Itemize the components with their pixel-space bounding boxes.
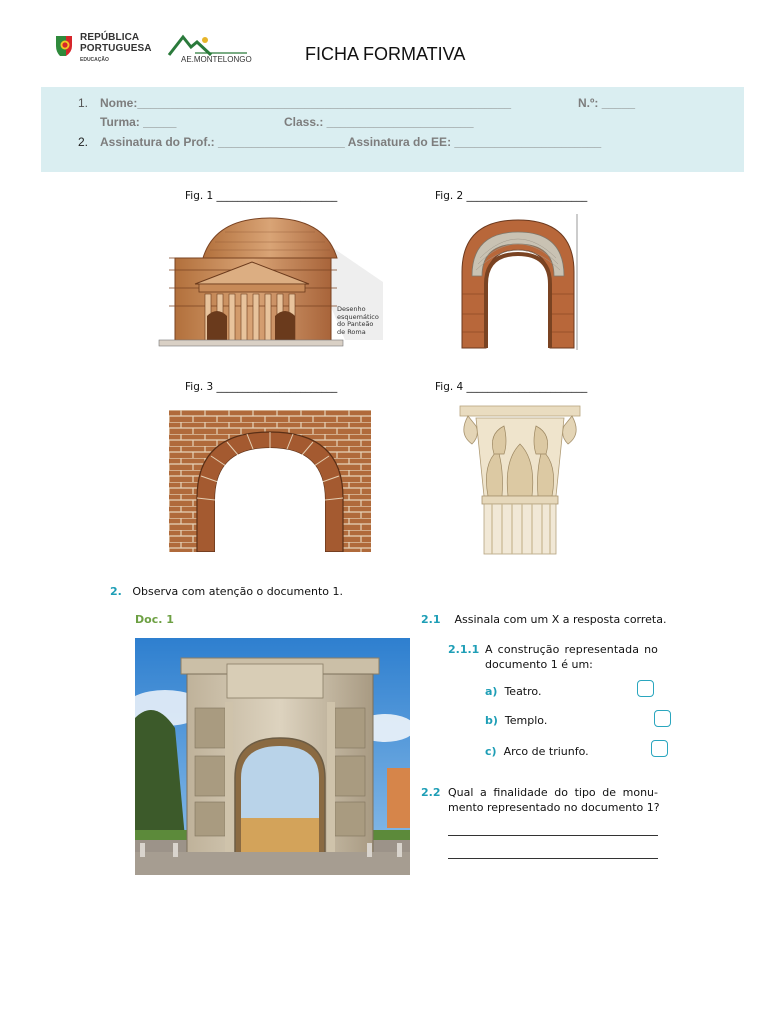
question-2	[110, 585, 343, 598]
option-c-label: Arco de triunfo.	[503, 745, 589, 758]
question-2-1-1-text-line1: A construção representada no	[485, 643, 658, 656]
pantheon-note: Desenho esquemático do Panteão de Roma	[337, 305, 379, 336]
republica-emblem-icon	[54, 34, 74, 58]
option-a	[485, 685, 541, 698]
question-2-1-text: Assinala com um X a resposta correta.	[454, 613, 667, 626]
class-field[interactable]: Turma: _____	[100, 115, 177, 129]
option-b-checkbox[interactable]	[654, 710, 671, 727]
fig4-caption[interactable]: Fig. 4 _______________________	[435, 381, 588, 393]
option-c-checkbox[interactable]	[651, 740, 668, 757]
option-a-letter: a)	[485, 685, 498, 698]
option-b-label: Templo.	[504, 714, 548, 727]
page-title: FICHA FORMATIVA	[305, 44, 466, 64]
option-a-label: Teatro.	[504, 685, 542, 698]
option-c	[485, 745, 589, 758]
answer-line-2[interactable]	[448, 858, 658, 859]
arch-of-trajan-photo	[135, 638, 410, 875]
question-2-2-number: 2.2	[421, 786, 441, 799]
name-field[interactable]: Nome:________________________________________________________	[100, 96, 512, 110]
school-logo-text: AE.MONTELONGO	[181, 55, 252, 64]
option-c-letter: c)	[485, 745, 497, 758]
fig2-caption[interactable]: Fig. 2 _______________________	[435, 190, 588, 202]
vault-drawing	[458, 214, 580, 352]
republica-portuguesa-logo	[54, 32, 154, 66]
brick-arch-drawing	[169, 410, 371, 552]
fig1-caption[interactable]: Fig. 1 _______________________	[185, 190, 338, 202]
question-2-2-text-line1: Qual a finalidade do tipo de monu-	[448, 786, 658, 799]
student-number-field[interactable]: N.º: _____	[578, 96, 636, 110]
republica-line1: REPÚBLICA	[80, 32, 140, 43]
corinthian-column-drawing	[458, 404, 582, 556]
signatures-field[interactable]: Assinatura do Prof.: ___________________ Assinatura do EE: ______________________	[100, 135, 602, 149]
doc1-label: Doc. 1	[135, 613, 174, 626]
answer-line-1[interactable]	[448, 835, 658, 836]
grade-field[interactable]: Class.: ______________________	[284, 115, 474, 129]
mountain-logo-icon	[167, 33, 249, 57]
question-2-text: Observa com atenção o documento 1.	[132, 585, 343, 598]
school-logo	[167, 33, 252, 65]
educacao-label: EDUCAÇÃO	[80, 57, 109, 63]
question-2-2-text-line2: mento representado no documento 1?	[448, 801, 660, 814]
option-b	[485, 714, 547, 727]
question-2-number: 2.	[110, 585, 122, 598]
option-b-letter: b)	[485, 714, 498, 727]
republica-line2: PORTUGUESA	[80, 43, 152, 54]
question-2-1-number: 2.1	[421, 613, 441, 626]
option-a-checkbox[interactable]	[637, 680, 654, 697]
item-number-1: 1.	[78, 96, 89, 110]
item-number-2: 2.	[78, 135, 89, 149]
question-2-1	[421, 613, 666, 626]
question-2-1-1-text-line2: documento 1 é um:	[485, 658, 593, 671]
question-2-1-1-number: 2.1.1	[448, 643, 480, 656]
fig3-caption[interactable]: Fig. 3 _______________________	[185, 381, 338, 393]
